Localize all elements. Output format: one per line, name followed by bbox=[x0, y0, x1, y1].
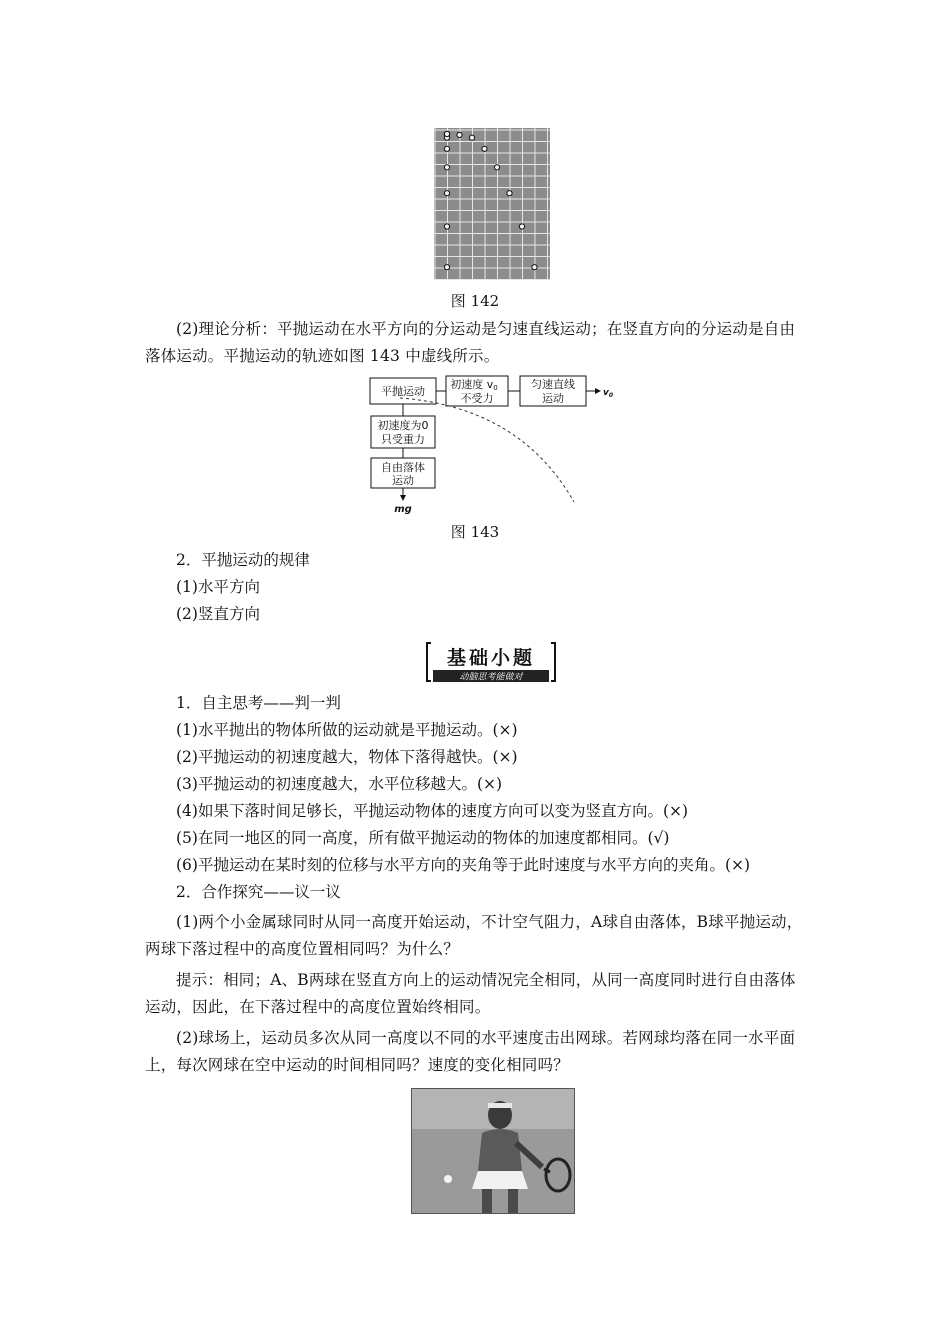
q1-item-5: (5)在同一地区的同一高度，所有做平抛运动的物体的加速度都相同。(√) bbox=[176, 829, 670, 847]
q2-2-question: (2)球场上，运动员多次从同一高度以不同的水平速度击出网球。若网球均落在同一水平面上，每次网球在空中运动的时间相同吗？速度的变化相同吗？ bbox=[145, 1029, 796, 1074]
badge-subtitle: 动脑思考能做对 bbox=[459, 672, 523, 683]
box-initial-sub: 0 bbox=[493, 384, 498, 392]
badge-left-bracket bbox=[427, 643, 431, 681]
free-fall-ball-point bbox=[444, 165, 449, 170]
q1-item-6: (6)平抛运动在某时刻的位移与水平方向的夹角等于此时速度与水平方向的夹角。(×) bbox=[176, 856, 751, 874]
q1-item-4: (4)如果下落时间足够长，平抛运动物体的速度方向可以变为竖直方向。(×) bbox=[176, 802, 689, 820]
section2-item1: (1)水平方向 bbox=[176, 578, 260, 596]
figure-143-diagram bbox=[360, 372, 620, 517]
projectile-ball-point bbox=[494, 165, 499, 170]
tennis-ball bbox=[444, 1175, 452, 1183]
projectile-ball-point bbox=[532, 265, 537, 270]
chart-background bbox=[434, 128, 550, 280]
basic-questions-badge bbox=[425, 640, 557, 684]
box-free-line1: 自由落体 bbox=[381, 461, 425, 474]
player-shirt bbox=[478, 1129, 522, 1171]
out-mg: mg bbox=[394, 504, 412, 515]
box-free-line2: 运动 bbox=[392, 474, 414, 487]
free-fall-ball-point bbox=[444, 224, 449, 229]
projectile-ball-point bbox=[519, 224, 524, 229]
out-v-sub: 0 bbox=[608, 392, 614, 399]
out-v: v bbox=[603, 388, 609, 398]
badge-right-bracket bbox=[551, 643, 555, 681]
projectile-ball-point bbox=[507, 191, 512, 196]
q2-title: 2．合作探究——议一议 bbox=[176, 883, 341, 901]
figure-142-caption: 图 142 bbox=[450, 292, 500, 310]
box-initial-line1-text bbox=[450, 377, 497, 392]
player-skirt bbox=[472, 1171, 528, 1189]
box-initial-line2: 不受力 bbox=[460, 392, 494, 405]
projectile-ball-point bbox=[457, 132, 462, 137]
player-leg-left bbox=[482, 1189, 492, 1213]
q1-item-1: (1)水平抛出的物体所做的运动就是平抛运动。(×) bbox=[176, 721, 518, 739]
box-uniform-line2: 运动 bbox=[542, 392, 564, 405]
player-leg-right bbox=[508, 1189, 518, 1213]
out-v0-text bbox=[603, 388, 613, 399]
box-zero-line2: 只受重力 bbox=[381, 433, 425, 446]
q1-item-3: (3)平抛运动的初速度越大，水平位移越大。(×) bbox=[176, 775, 503, 793]
free-fall-ball-point bbox=[444, 265, 449, 270]
section2-item2: (2)竖直方向 bbox=[176, 605, 260, 623]
figure-143-caption: 图 143 bbox=[450, 523, 500, 541]
q1-title: 1．自主思考——判一判 bbox=[176, 694, 341, 712]
projectile-ball-point bbox=[482, 146, 487, 151]
badge-title: 基础小题 bbox=[446, 647, 536, 669]
theory-paragraph: (2)理论分析：平抛运动在水平方向的分运动是匀速直线运动；在竖直方向的分运动是自由落体运动。平抛运动的轨迹如图 143 中虚线所示。 bbox=[145, 320, 796, 365]
box-uniform-line1: 匀速直线 bbox=[531, 378, 575, 391]
projectile-ball-point bbox=[469, 135, 474, 140]
section2-title: 2．平抛运动的规律 bbox=[176, 551, 310, 569]
free-fall-ball-point bbox=[444, 146, 449, 151]
projectile-ball-point bbox=[444, 131, 449, 136]
box-initial-line1: 初速度 v bbox=[450, 378, 494, 391]
tennis-player-photo bbox=[411, 1088, 575, 1214]
q2-1-question: (1)两个小金属球同时从同一高度开始运动，不计空气阻力，A球自由落体，B球平抛运动，两球下落过程中的高度位置相同吗？为什么？ bbox=[145, 913, 803, 958]
q2-1-hint: 提示：相同；A、B两球在竖直方向上的运动情况完全相同，从同一高度同时进行自由落体运动，因此，在下落过程中的高度位置始终相同。 bbox=[145, 971, 796, 1016]
player-visor bbox=[488, 1103, 512, 1108]
box-zero-line1: 初速度为0 bbox=[377, 419, 429, 432]
figure-142-strobe-chart bbox=[434, 128, 550, 280]
box-pingpao-label: 平抛运动 bbox=[381, 385, 425, 398]
q1-item-2: (2)平抛运动的初速度越大，物体下落得越快。(×) bbox=[176, 748, 518, 766]
free-fall-ball-point bbox=[444, 191, 449, 196]
